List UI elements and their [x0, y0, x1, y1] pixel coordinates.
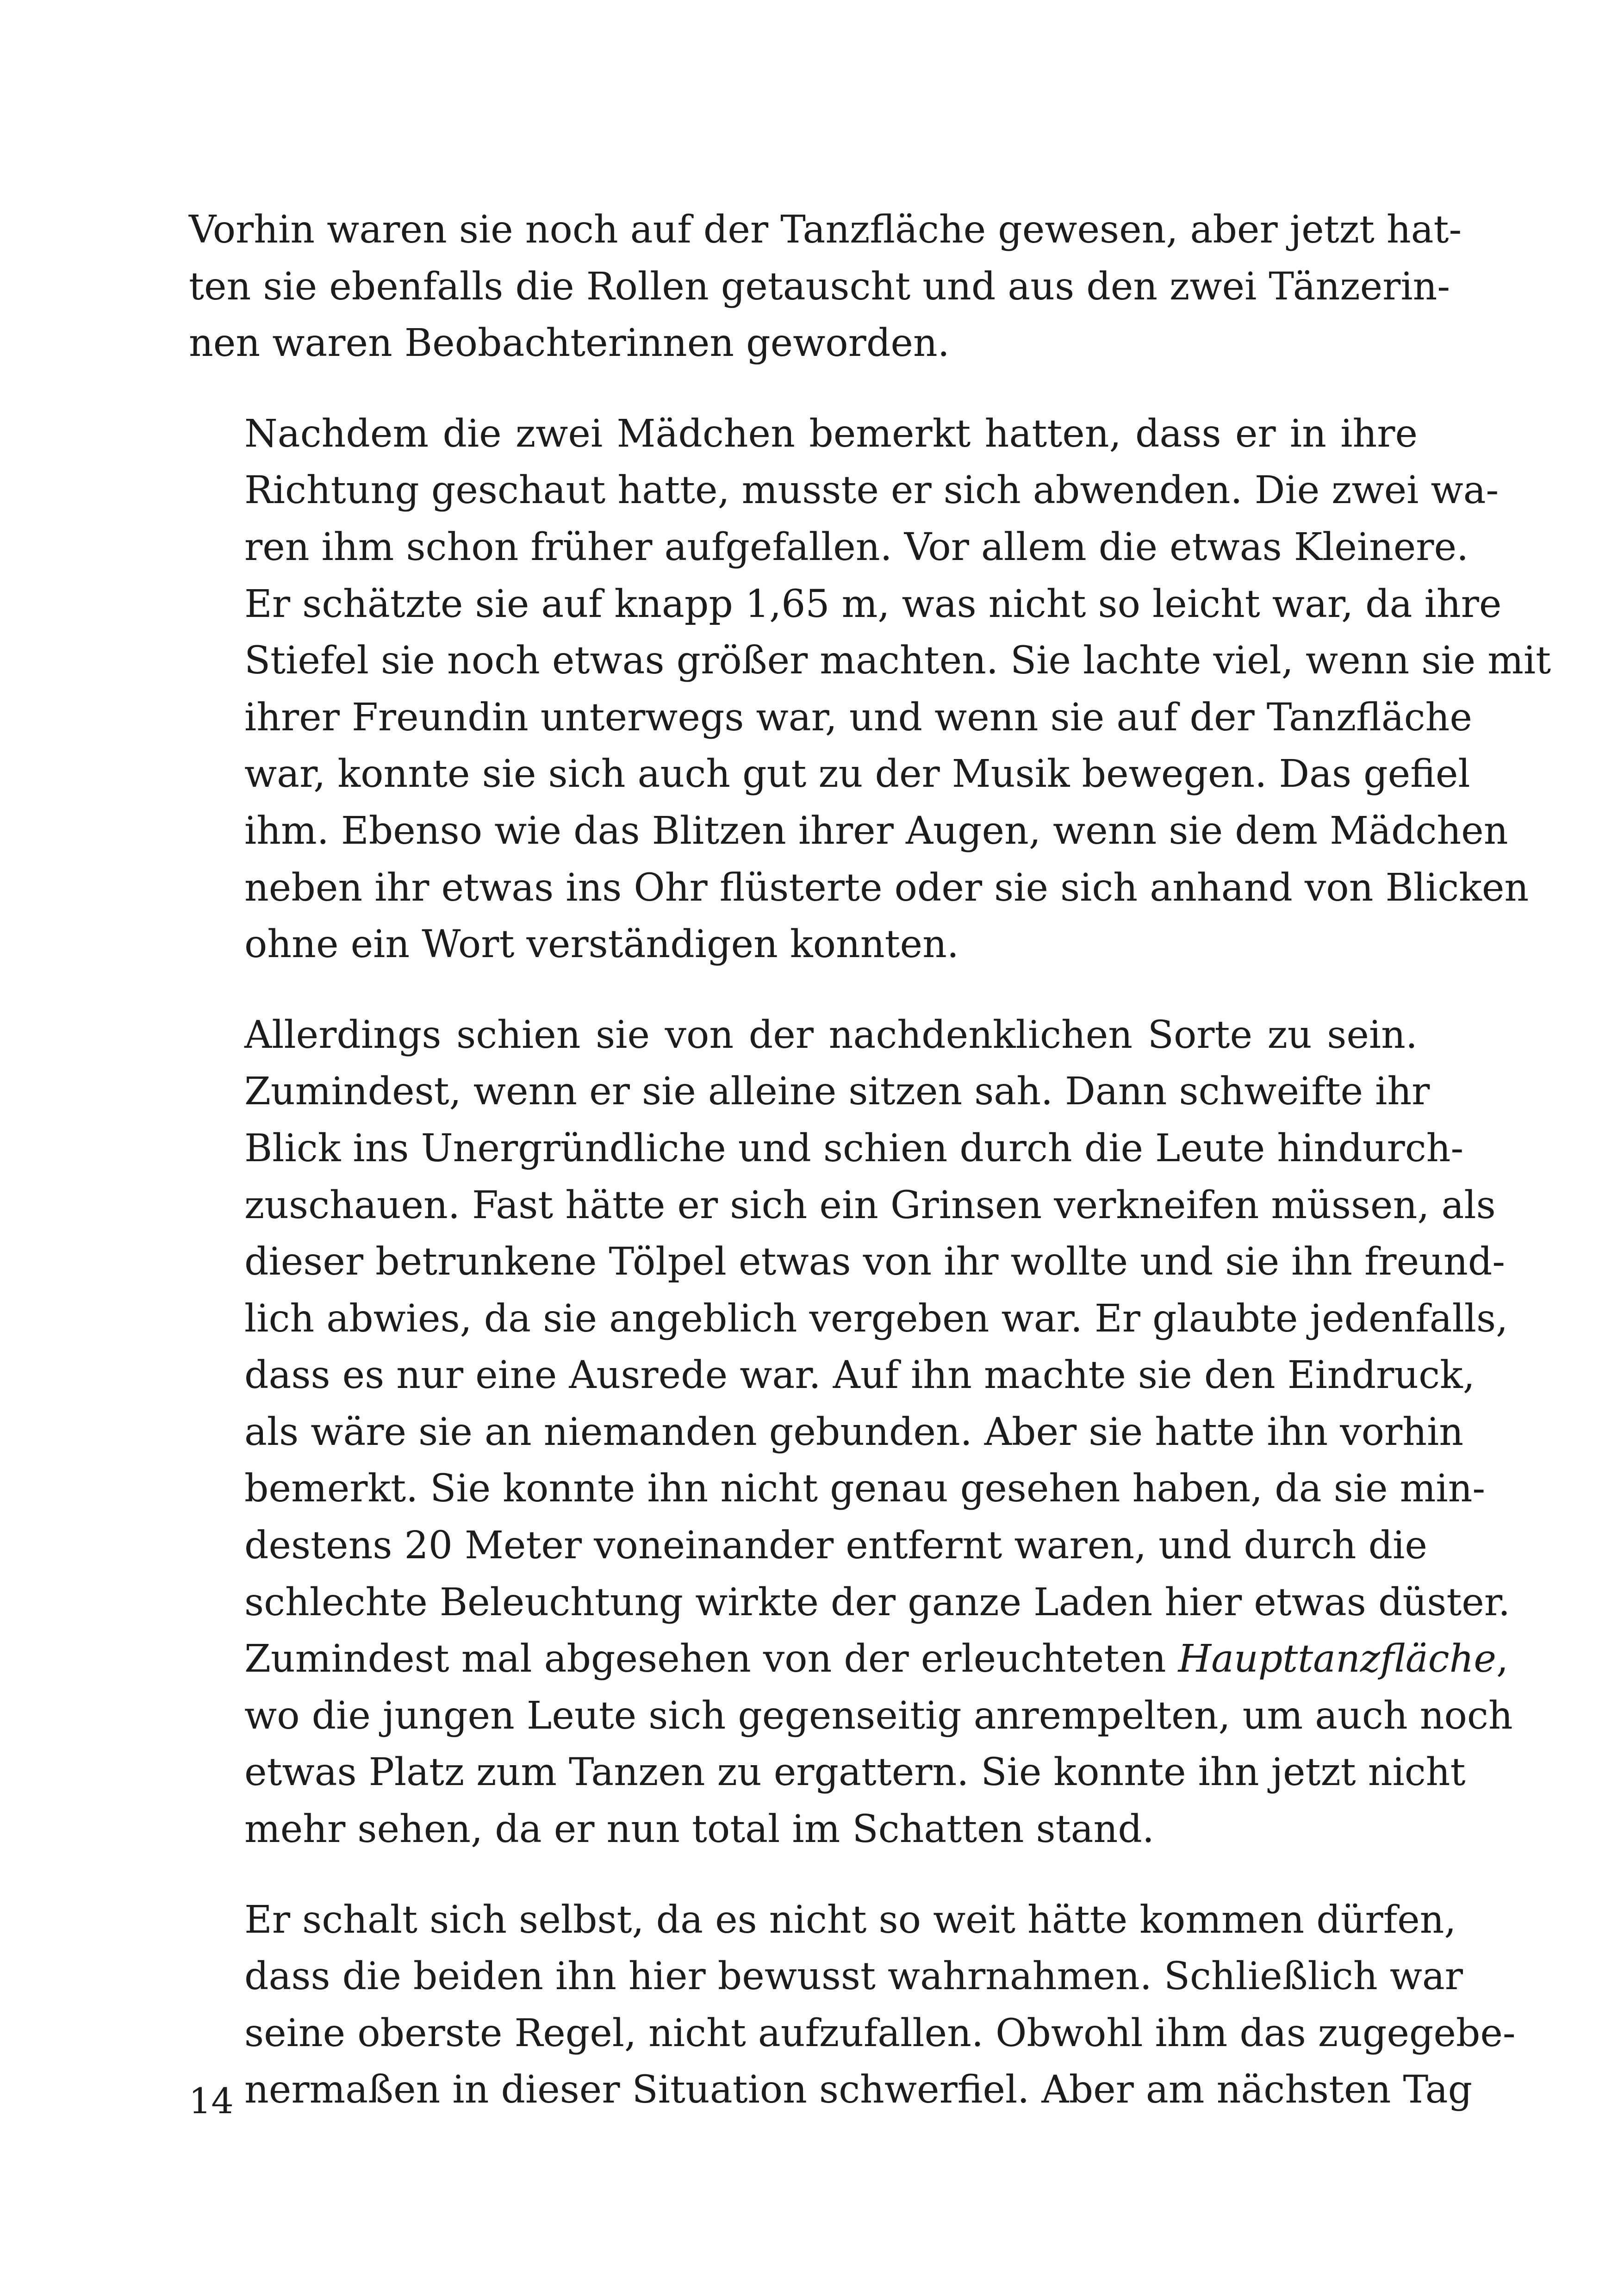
text-line: nen waren Beobachterinnen geworden.	[189, 321, 950, 366]
text-line: lich abwies, da sie angeblich vergeben war. Er glaubte jedenfalls,	[244, 1296, 1508, 1341]
text-line: ihrer Freundin unterwegs war, und wenn sie auf der Tanzfläche	[244, 695, 1472, 740]
text-line: Blick ins Unergründliche und schien durch die Leute hindurch-	[244, 1126, 1464, 1170]
text-line: ren ihm schon früher aufgefallen. Vor allem die etwas Kleinere.	[244, 525, 1469, 569]
paragraph-2	[189, 406, 1551, 973]
text-segment: Zumindest mal abgesehen von der erleuchteten	[244, 1637, 1178, 1681]
text-line: schlechte Beleuchtung wirkte der ganze Laden hier etwas düster.	[244, 1580, 1511, 1624]
text-line: Stiefel sie noch etwas größer machten. Sie lachte viel, wenn sie mit	[244, 639, 1551, 683]
text-line: ihm. Ebenso wie das Blitzen ihrer Augen, wenn sie dem Mädchen	[244, 809, 1508, 853]
text-line: mehr sehen, da er nun total im Schatten stand.	[244, 1807, 1154, 1852]
text-line: ohne ein Wort verständigen konnten.	[244, 922, 959, 967]
text-line: zuschauen. Fast hätte er sich ein Grinsen verkneifen müssen, als	[244, 1183, 1496, 1227]
text-segment: ,	[1496, 1637, 1509, 1681]
text-line: als wäre sie an niemanden gebunden. Aber sie hatte ihn vorhin	[244, 1410, 1464, 1454]
text-line: Zumindest, wenn er sie alleine sitzen sah. Dann schweifte ihr	[244, 1070, 1430, 1114]
text-line: war, konnte sie sich auch gut zu der Musik bewegen. Das gefiel	[244, 752, 1470, 796]
text-line: wo die jungen Leute sich gegenseitig anrempelten, um auch noch	[244, 1693, 1513, 1738]
text-line-with-italic	[189, 1631, 1509, 1688]
text-line: ten sie ebenfalls die Rollen getauscht und aus den zwei Tänzerin-	[189, 264, 1450, 309]
text-line: Er schätzte sie auf knapp 1,65 m, was nicht so leicht war, da ihre	[244, 582, 1502, 626]
text-line: nermaßen in dieser Situation schwerfiel. Aber am nächsten Tag	[244, 2068, 1473, 2112]
text-line: Er schalt sich selbst, da es nicht so weit hätte kommen dürfen,	[244, 1898, 1456, 1942]
text-line: neben ihr etwas ins Ohr flüsterte oder sie sich anhand von Blicken	[244, 865, 1529, 910]
text-line: Nachdem die zwei Mädchen bemerkt hatten, dass er in ihre	[244, 411, 1418, 456]
text-line: seine oberste Regel, nicht aufzufallen. Obwohl ihm das zugegebe-	[244, 2011, 1516, 2055]
paragraph-4	[189, 1892, 1516, 2119]
text-line: Vorhin waren sie noch auf der Tanzfläche gewesen, aber jetzt hat-	[189, 208, 1462, 252]
text-line: Allerdings schien sie von der nachdenklichen Sorte zu sein.	[244, 1013, 1418, 1057]
text-line: dieser betrunkene Tölpel etwas von ihr wollte und sie ihn freund-	[244, 1240, 1505, 1284]
page-number: 14	[189, 2080, 234, 2122]
paragraph-3	[189, 1007, 1513, 1858]
text-line: dass es nur eine Ausrede war. Auf ihn machte sie den Eindruck,	[244, 1353, 1475, 1398]
body-text	[189, 202, 1551, 2119]
text-line: etwas Platz zum Tanzen zu ergattern. Sie konnte ihn jetzt nicht	[244, 1750, 1466, 1795]
text-line: dass die beiden ihn hier bewusst wahrnahmen. Schließlich war	[244, 1954, 1463, 1999]
text-line: destens 20 Meter voneinander entfernt waren, und durch die	[244, 1524, 1427, 1568]
italic-term: Haupttanzfläche	[1178, 1637, 1496, 1681]
text-line: Richtung geschaut hatte, musste er sich abwenden. Die zwei wa-	[244, 468, 1499, 513]
text-line: bemerkt. Sie konnte ihn nicht genau gesehen haben, da sie min-	[244, 1467, 1486, 1511]
paragraph-1	[189, 202, 1462, 372]
